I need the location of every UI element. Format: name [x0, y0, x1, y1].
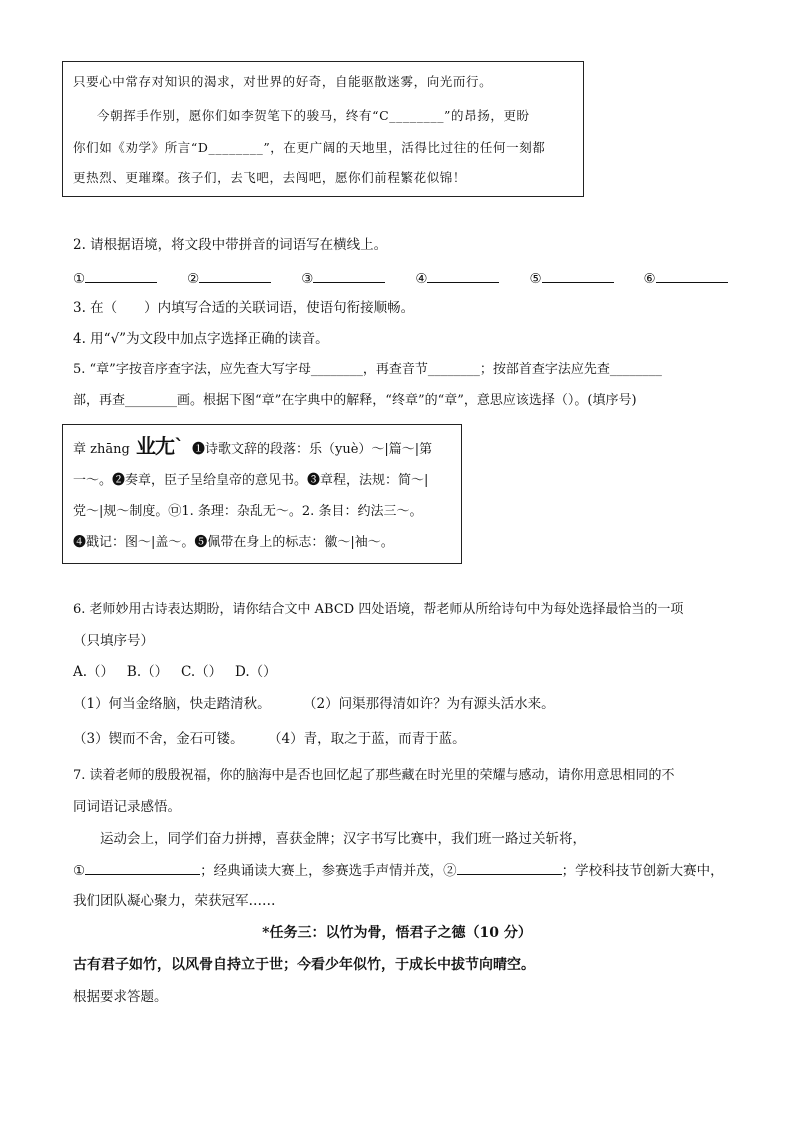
passage-line-3: 你们如《劝学》所言“D________”，在更广阔的天地里，活得比过往的任何一刻都 [73, 140, 546, 155]
q7-blank-label-1: ① [73, 863, 86, 879]
question-3: 3. 在（ ）内填写合适的关联词语，使语句衔接顺畅。 [73, 300, 415, 316]
question-7-line-2: 同词语记录感悟。 [73, 799, 181, 815]
poem-line-3: （3）锲而不舍，金石可镂。 [73, 731, 244, 747]
q2-blank-3[interactable] [313, 268, 385, 283]
passage-line-4: 更热烈、更璀璨。孩子们，去飞吧，去闯吧，愿你们前程繁花似锦！ [73, 170, 467, 185]
q7-end-text: ；学校科技节创新大赛中， [561, 863, 724, 879]
dict-line-3: 党～|规～制度。㉤1. 条理：杂乱无～。2. 条目：约法三～。 [73, 504, 423, 519]
dict-line-2: 一～。❷奏章，臣子呈给皇帝的意见书。❸章程，法规：简～| [73, 473, 429, 488]
q2-blank-label-2: ② [187, 271, 200, 287]
passage-line-2: 今朝挥手作别，愿你们如李贺笔下的骏马，终有“C________”的昂扬，更盼 [97, 108, 530, 123]
poem-line-4: （4）青，取之于蓝，而青于蓝。 [268, 731, 466, 747]
question-5-line-2: 部，再查________画。根据下图“章”在字典中的解释，“终章”的“章”，意思应该选择（）。(填序号) [73, 393, 637, 408]
passage-line-1: 只要心中常存对知识的渴求，对世界的好奇，自能驱散迷雾，向光而行。 [73, 74, 493, 89]
bopomofo-glyph: 业尢ˋ [136, 434, 183, 458]
q7-passage-line-1: 运动会上，同学们奋力拼搏，喜获金牌；汉字书写比赛中，我们班一路过关斩将， [100, 831, 586, 847]
dict-headword: 章 zhāng [73, 442, 130, 457]
q2-blank-label-6: ⑥ [643, 271, 656, 287]
task-3-title: *任务三：以竹为骨，悟君子之德（10 分） [262, 925, 532, 941]
question-4: 4. 用“√”为文段中加点字选择正确的读音。 [73, 331, 329, 347]
question-7-line-1: 7. 读着老师的殷殷祝福，你的脑海中是否也回忆起了那些藏在时光里的荣耀与感动，请你用意思相同的不 [73, 768, 675, 783]
q2-blank-5[interactable] [542, 268, 614, 283]
task-3-instruction: 根据要求答题。 [73, 989, 168, 1005]
q7-passage-line-3: 我们团队凝心聚力，荣获冠军…… [73, 893, 276, 909]
q2-blank-1[interactable] [85, 268, 157, 283]
q7-passage-line-2 [73, 860, 724, 881]
question-2: 2. 请根据语境，将文段中带拼音的词语写在横线上。 [73, 237, 388, 253]
dict-line-4: ❹戳记：图～|盖～。❺佩带在身上的标志：徽～|袖～。 [73, 535, 394, 550]
poem-line-2: （2）问渠那得清如许？为有源头活水来。 [303, 696, 555, 712]
q2-blank-label-5: ⑤ [529, 271, 542, 287]
q7-mid-text: ；经典诵读大赛上，参赛选手声情并茂，② [200, 863, 457, 879]
question-6-line-2: （只填序号） [73, 633, 154, 649]
q7-blank-2[interactable] [457, 860, 562, 875]
q2-blank-label-1: ① [73, 271, 86, 287]
q2-blank-label-4: ④ [415, 271, 428, 287]
question-5-line-1: 5. “章”字按音序查字法，应先查大写字母________，再查音节________；按部首查字法应先查________ [73, 362, 662, 377]
q2-blank-label-3: ③ [301, 271, 314, 287]
q7-blank-1[interactable] [85, 860, 200, 875]
task-3-subtitle: 古有君子如竹，以风骨自持立于世；今看少年似竹，于成长中拔节向晴空。 [73, 957, 535, 973]
q2-blank-4[interactable] [427, 268, 499, 283]
q2-blank-6[interactable] [656, 268, 728, 283]
q6-options[interactable]: A.（） B.（） C.（） D.（） [73, 664, 277, 680]
question-6-line-1: 6. 老师妙用古诗表达期盼，请你结合文中 ABCD 四处语境，帮老师从所给诗句中为每处选择最恰当的一项 [73, 602, 684, 617]
poem-line-1: （1）何当金络脑，快走踏清秋。 [73, 696, 271, 712]
dict-line-1: ❶诗歌文辞的段落：乐（yuè）～|篇～|第 [192, 442, 433, 457]
q2-blanks [73, 268, 728, 289]
q2-blank-2[interactable] [199, 268, 271, 283]
